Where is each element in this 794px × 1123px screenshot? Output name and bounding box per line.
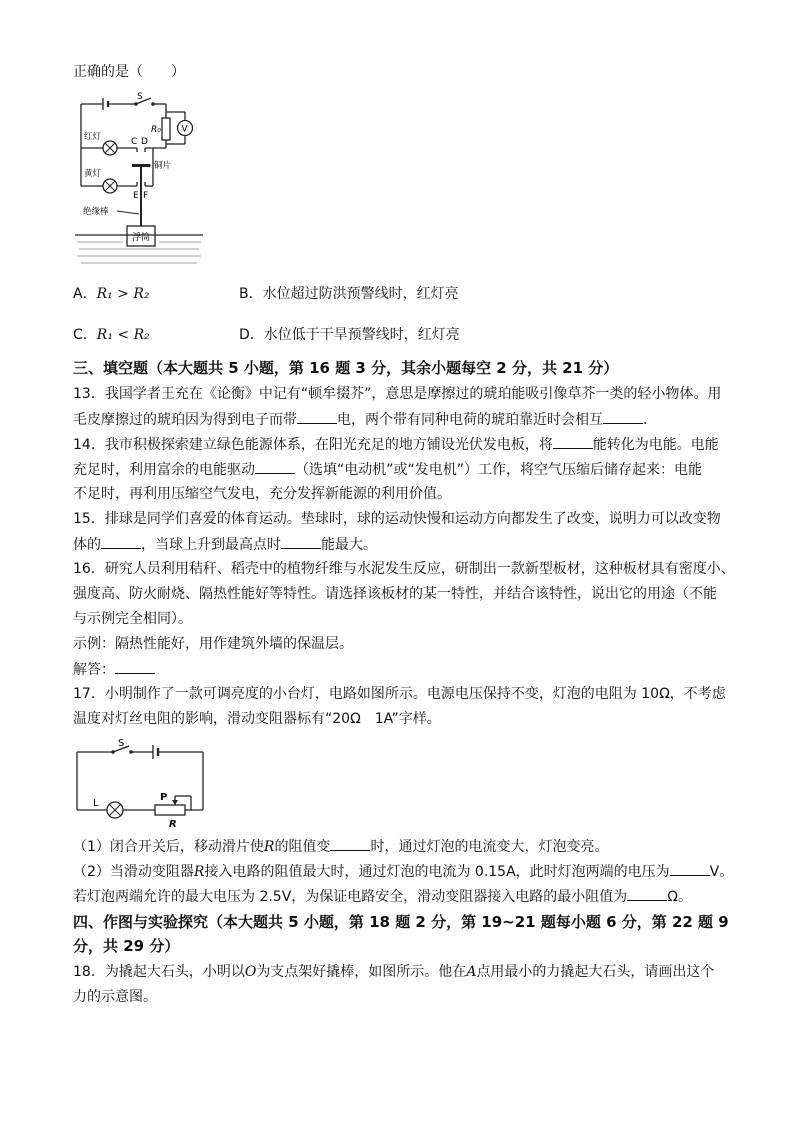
q17-blank-2[interactable] [670,861,710,876]
q18-line1: 18．为撬起大石头，小明以O为支点架好撬棒，如图所示。他在A点用最小的力撬起大石头，请画出这个 [73,964,715,980]
q15-blank-1[interactable] [101,534,141,549]
option-a[interactable] [73,284,150,304]
section-4-heading-line1: 四、作图与实验探究（本大题共 5 小题，第 18 题 2 分，第 19~21 题每小题 6 分，第 22 题 9 [73,913,729,931]
q15-blank-2[interactable] [281,534,321,549]
q17-part2: （2）当滑动变阻器R接入电路的阻值最大时，通过灯泡的电流为 0.15A，此时灯泡两端的电压为 V。 [73,861,733,882]
q17-line1: 17．小明制作了一款可调亮度的小台灯，电路如图所示。电源电压保持不变，灯泡的电阻为 10Ω，不考虑 [73,686,726,702]
q17-part3: 若灯泡两端允许的最大电压为 2.5V，为保证电路安全，滑动变阻器接入电路的最小阻值为 Ω。 [73,886,692,907]
q17-part1: （1）闭合开关后，移动滑片使R的阻值变 时，通过灯泡的电流变大，灯泡变亮。 [73,836,608,857]
q17-blank-3[interactable] [627,886,667,901]
section-4-heading-line2: 分，共 29 分） [73,937,180,955]
option-a-letter: A． [73,286,97,302]
contact-e-label: E [133,191,139,201]
switch-label: S [137,92,143,102]
q16-example: 示例：隔热性能好，用作建筑外墙的保温层。 [73,636,353,652]
q14-blank-2[interactable] [255,459,295,474]
option-c-formula: R₁ < R₂ [96,327,150,343]
switch-label: S [118,738,125,749]
option-b[interactable]: B．水位超过防洪预警线时，红灯亮 [239,286,459,302]
q16-answer: 解答： [73,659,155,680]
q12-stem-tail: 正确的是（ ） [73,64,185,80]
q18-line2: 力的示意图。 [73,989,157,1005]
rheostat-r [155,805,185,815]
copper-plate-label: 铜片 [154,161,172,171]
q14-line1: 14．我市积极探索建立绿色能源体系，在阳光充足的地方铺设光伏发电板，将 能转化为电能。电能 [73,434,719,455]
rheostat-label: R [169,819,177,830]
float-tube-label: 浮筒 [132,233,151,243]
q17-blank-1[interactable] [330,836,370,851]
q17-circuit-figure [73,734,209,830]
red-lamp-label: 红灯 [84,132,102,142]
q12-circuit-figure [73,92,205,268]
q14-line2: 充足时，利用富余的电能驱动 （选填“电动机”或“发电机”）工作，将空气压缩后储存起来：电能 [73,459,702,480]
lamp-label: L [93,798,99,809]
q15-line1: 15．排球是同学们喜爱的体育运动。垫球时，球的运动快慢和运动方向都发生了改变，说明力可以改变物 [73,511,721,527]
resistor-r0 [162,118,170,140]
insulating-rod-label: 绝缘棒 [83,207,109,217]
option-c-letter: C． [73,327,97,343]
q17-line2: 温度对灯丝电阻的影响，滑动变阻器标有“20Ω 1A”字样。 [73,711,441,727]
section-3-heading: 三、填空题（本大题共 5 小题，第 16 题 3 分，其余小题每空 2 分，共 21 分） [73,359,619,377]
q13-blank-1[interactable] [297,409,337,424]
q16-line1: 16．研究人员利用秸秆、稻壳中的植物纤维与水泥发生反应，研制出一款新型板材，这种板材具有密度小、 [73,561,735,577]
option-d[interactable]: D．水位低于干旱预警线时，红灯亮 [239,327,460,343]
q16-line2: 强度高、防火耐烧、隔热性能好等特性。请选择该板材的某一特性，并结合该特性，说出它的用途（不能 [73,586,717,602]
option-c[interactable] [73,325,150,345]
q14-blank-1[interactable] [553,434,593,449]
q15-line2: 体的 ，当球上升到最高点时 能最大。 [73,534,377,555]
q13-line1: 13．我国学者王充在《论衡》中记有“顿牟掇芥”，意思是摩擦过的琥珀能吸引像草芥一类的轻小物体。用 [73,386,722,402]
contact-c-label: C [131,137,138,147]
q13-blank-2[interactable] [603,409,643,424]
contact-f-label: F [143,191,149,201]
yellow-lamp-label: 黄灯 [84,169,102,179]
contact-d-label: D [141,137,148,147]
r0-label: R₀ [151,125,161,135]
q13-line2: 毛皮摩擦过的琥珀因为得到电子而带 电，两个带有同种电荷的琥珀靠近时会相互 ． [73,409,657,430]
q14-line3: 不足时，再利用压缩空气发电，充分发挥新能源的利用价值。 [73,486,451,502]
voltmeter-label: V [181,124,188,135]
q16-answer-blank[interactable] [115,659,155,674]
option-a-formula: R₁ > R₂ [96,286,150,302]
q16-line3: 与示例完全相同）。 [73,611,192,627]
slider-p-label: P [160,792,168,803]
